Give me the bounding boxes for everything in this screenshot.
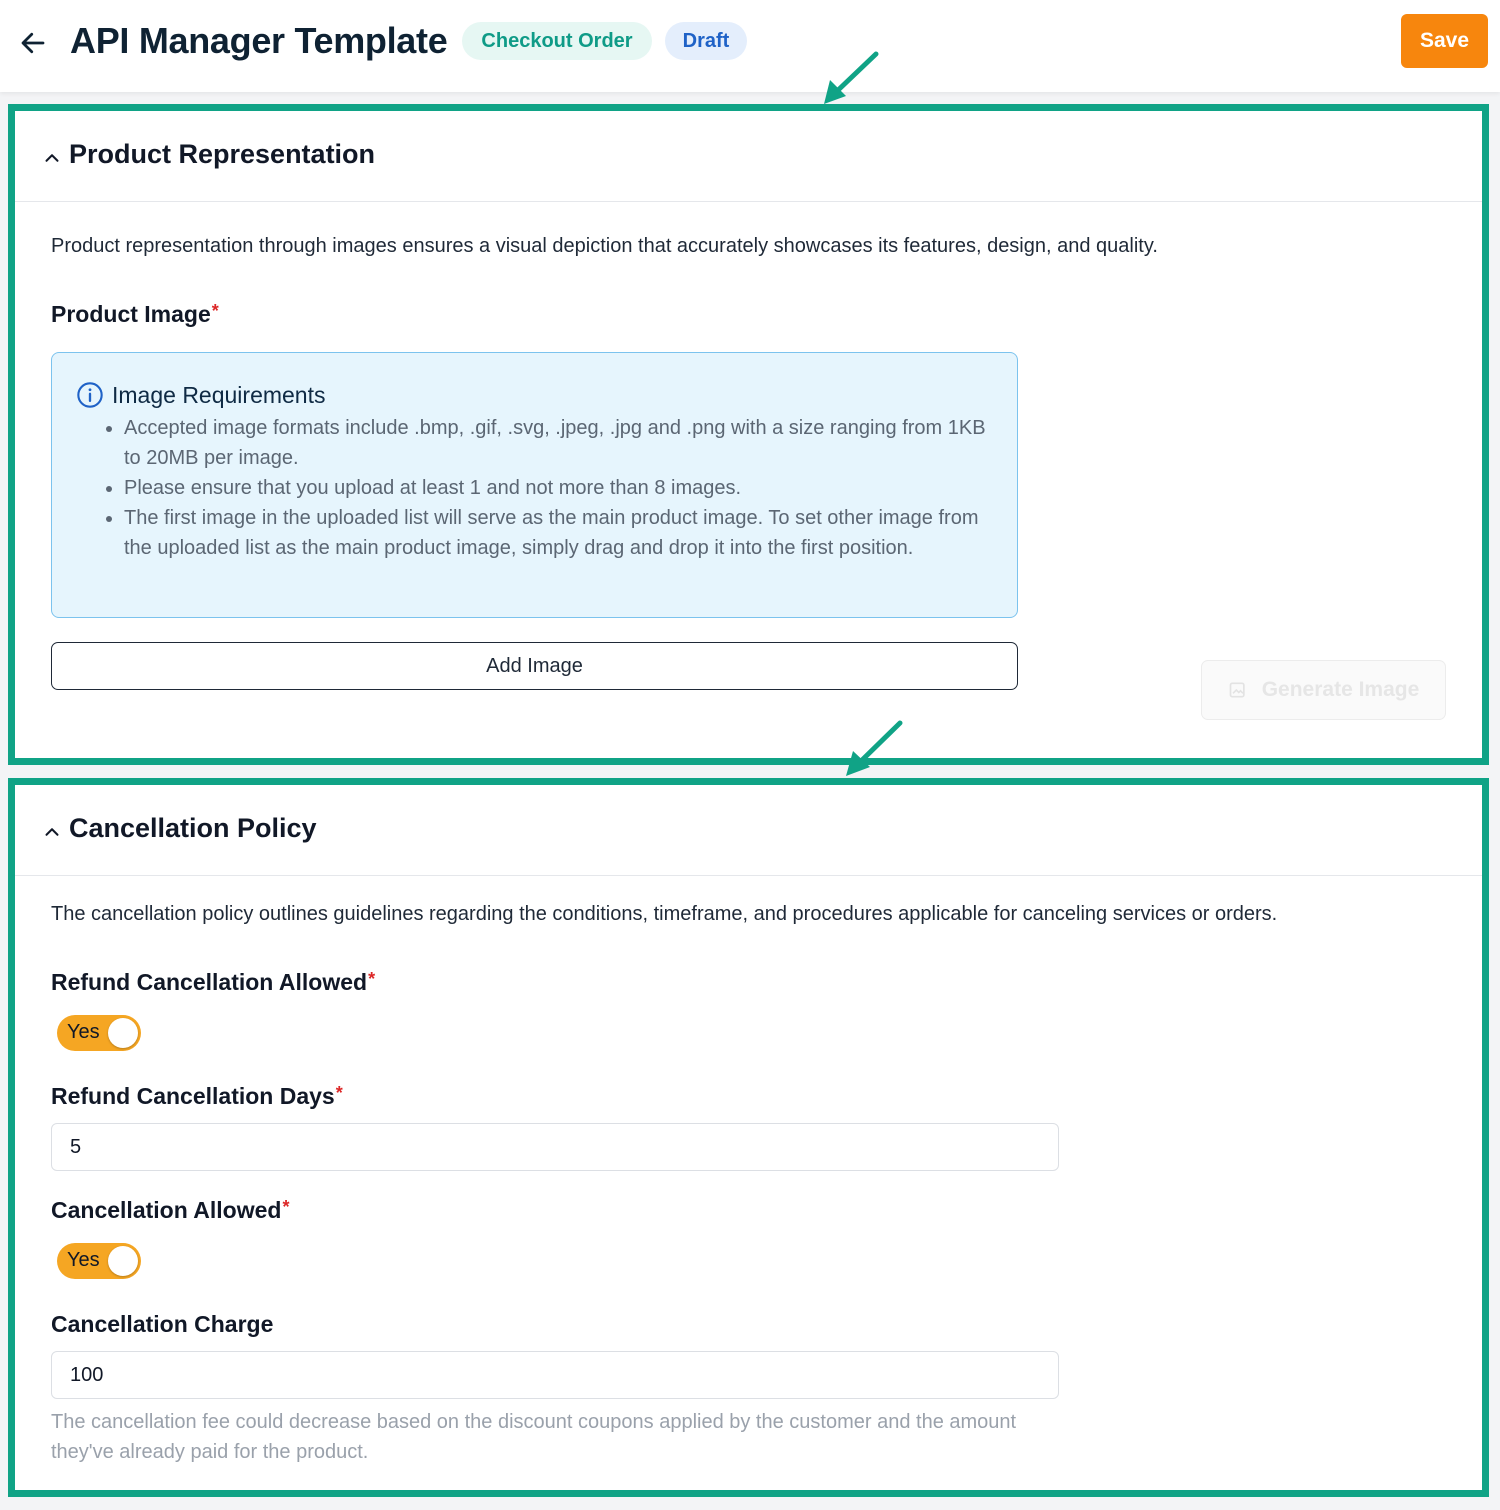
field-label-text: Cancellation Allowed xyxy=(51,1197,282,1223)
refund-cancellation-days-input[interactable] xyxy=(51,1123,1059,1171)
section-header xyxy=(15,785,1482,876)
refund-cancellation-days-label xyxy=(51,1083,343,1110)
required-mark: * xyxy=(211,301,219,321)
info-circle-icon xyxy=(76,381,104,409)
toggle-label: Yes xyxy=(67,1021,100,1043)
required-mark: * xyxy=(282,1197,290,1217)
required-mark: * xyxy=(368,969,376,989)
annotation-arrow-icon xyxy=(840,718,906,780)
section-description: Product representation through images ensures a visual depiction that accurately showcases its features, design, and quality. xyxy=(51,235,1158,257)
field-label-text: Refund Cancellation Days xyxy=(51,1083,335,1109)
cancellation-allowed-toggle[interactable] xyxy=(57,1243,141,1279)
field-label-text: Refund Cancellation Allowed xyxy=(51,969,368,995)
generate-image-button[interactable] xyxy=(1201,660,1446,720)
cancellation-charge-hint: The cancellation fee could decrease based on the discount coupons applied by the customer and the amount they've already paid for the product. xyxy=(51,1411,1017,1463)
arrow-left-icon xyxy=(18,28,48,58)
section-title: Product Representation xyxy=(69,139,376,169)
requirements-title: Image Requirements xyxy=(112,381,326,408)
image-requirements-box xyxy=(51,352,1018,618)
image-sparkle-icon xyxy=(1228,680,1248,700)
product-image-label xyxy=(51,301,219,328)
section-description: The cancellation policy outlines guidelines regarding the conditions, timeframe, and procedures applicable for canceling services or orders. xyxy=(51,903,1278,925)
cancellation-policy-section xyxy=(8,778,1489,1497)
page-title: API Manager Template xyxy=(70,20,448,61)
toggle-label: Yes xyxy=(67,1249,100,1271)
draft-status-badge: Draft xyxy=(665,22,747,60)
chevron-up-icon[interactable] xyxy=(41,821,63,843)
list-item: • Accepted image formats include .bmp, .gif, .svg, .jpeg, .jpg and .png with a size ranging from 1KB to 20MB per image. xyxy=(124,413,1004,473)
cancellation-charge-input[interactable] xyxy=(51,1351,1059,1399)
refund-cancellation-allowed-label xyxy=(51,969,375,996)
back-button[interactable] xyxy=(16,26,50,60)
cancellation-charge-label: Cancellation Charge xyxy=(51,1311,274,1337)
generate-image-label: Generate Image xyxy=(1261,678,1420,701)
product-representation-section xyxy=(8,104,1489,765)
top-header xyxy=(0,0,1500,92)
required-mark: * xyxy=(335,1083,343,1103)
add-image-button[interactable]: Add Image xyxy=(51,642,1018,690)
annotation-arrow-icon xyxy=(818,50,882,108)
toggle-knob xyxy=(108,1246,138,1276)
refund-cancellation-allowed-toggle[interactable] xyxy=(57,1015,141,1051)
requirements-heading xyxy=(76,381,326,409)
cancellation-allowed-label xyxy=(51,1197,289,1224)
section-title: Cancellation Policy xyxy=(69,813,317,843)
chevron-up-icon[interactable] xyxy=(41,147,63,169)
requirements-list xyxy=(124,413,1004,563)
list-item: • Please ensure that you upload at least 1 and not more than 8 images. xyxy=(124,473,1004,503)
list-item: • The first image in the uploaded list will serve as the main product image. To set other image from the uploaded list as the main product image, simply drag and drop it into the first position. xyxy=(124,503,1004,563)
toggle-knob xyxy=(108,1018,138,1048)
field-label-text: Product Image xyxy=(51,301,211,327)
checkout-order-badge: Checkout Order xyxy=(462,22,652,60)
section-header xyxy=(15,111,1482,202)
save-button[interactable]: Save xyxy=(1401,14,1488,68)
